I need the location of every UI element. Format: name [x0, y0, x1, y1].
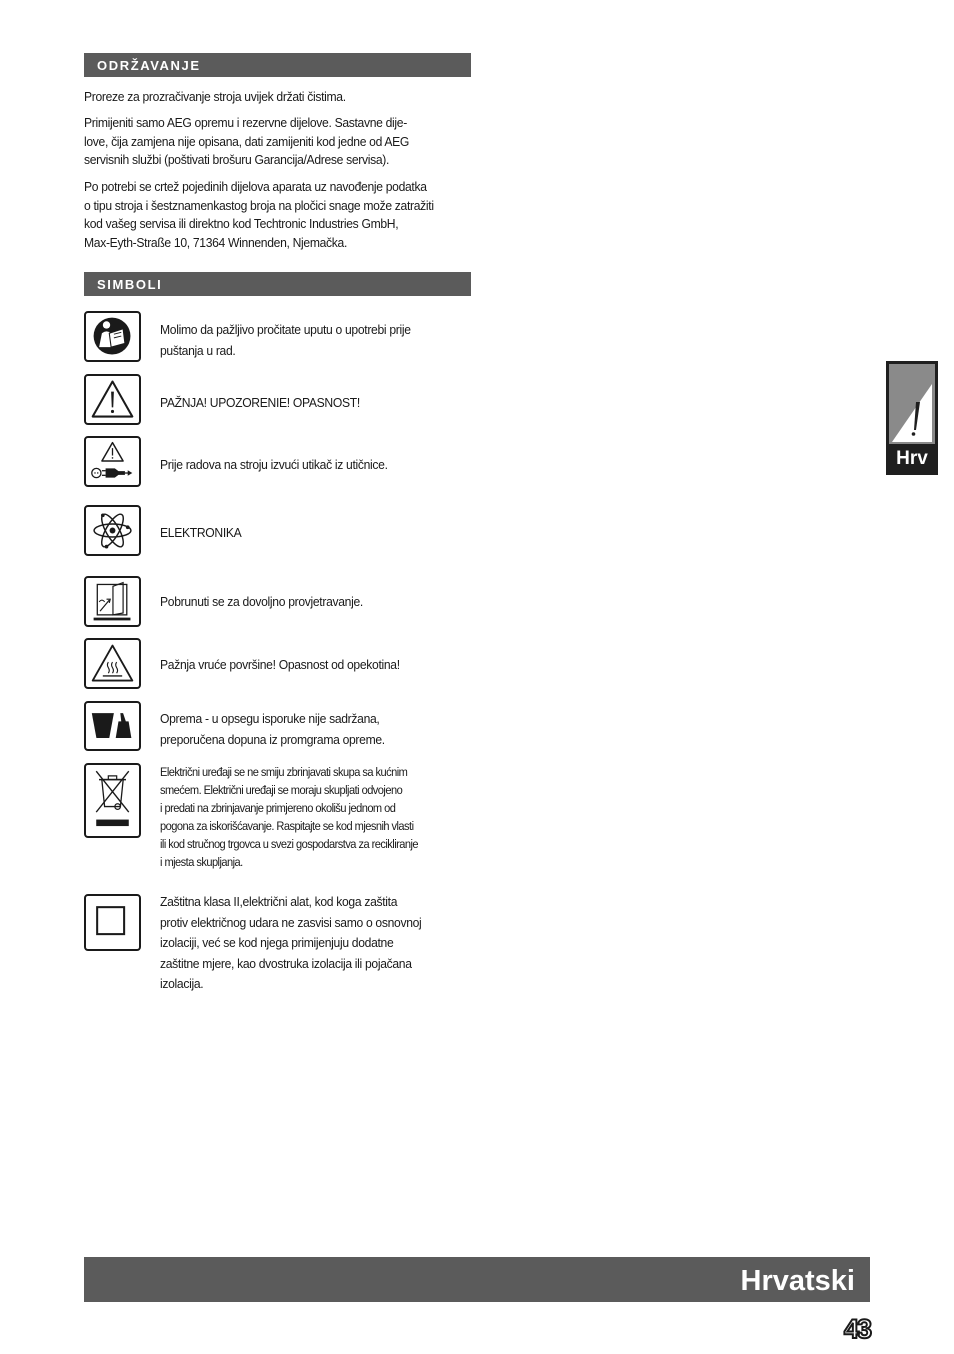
footer-language-bar [84, 1257, 870, 1302]
symbol-description: Molimo da pažljivo pročitate uputu o upotrebi prije puštanja u rad. [160, 322, 411, 358]
symbol-description: PAŽNJA! UPOZORENIE! OPASNOST! [160, 395, 360, 410]
unplug-icon [84, 436, 141, 487]
maintenance-paragraph: Primijeniti samo AEG opremu i rezervne dijelove. Sastavne dije- love, čija zamjena nije opisana, dati zamijeniti kod jedne od AEG servisnih službi (poštivati brošuru Garancija/Adrese servisa). [84, 115, 410, 168]
symbol-description: Oprema - u opsegu isporuke nije sadržana, preporučena dopuna iz promgrama opreme. [160, 711, 385, 747]
read-manual-icon [84, 311, 141, 362]
ventilation-icon [84, 576, 141, 627]
weee-bin-icon [84, 763, 141, 838]
symbol-description: Pažnja vruće površine! Opasnost od opekotina! [160, 657, 400, 672]
warning-exclamation-icon [889, 364, 935, 444]
footer-language: Hrvatski [740, 1265, 855, 1297]
language-side-tab [886, 361, 938, 475]
accessory-icon [84, 701, 141, 751]
maintenance-paragraph: Proreze za prozračivanje stroja uvijek držati čistima. [84, 89, 346, 104]
maintenance-paragraph: Po potrebi se crtež pojedinih dijelova aparata uz navođenje podatka o tipu stroja i šestznamenkastog broja na pločici snage može zatražiti kod vašeg servisa ili direktno kod Techtronic Industries GmbH, Max-Eyth-Straße 10, 71364 Winnenden, Njemačka. [84, 179, 434, 250]
language-code: Hrv [896, 448, 928, 469]
symbol-description: Pobrunuti se za dovoljno provjetravanje. [160, 594, 363, 609]
warning-triangle-icon [84, 374, 141, 425]
symbol-description: Zaštitna klasa II,električni alat, kod koga zaštita protiv električnog udara ne zasvisi samo o osnovnoj izolaciji, već se kod njega primijenjuju dodatne zaštitne mjere, kao dvostruka izolacija ili pojačana izolacija. [160, 894, 422, 991]
symbol-description: ELEKTRONIKA [160, 525, 242, 540]
symbol-description: Prije radova na stroju izvući utikač iz utičnice. [160, 457, 388, 472]
symbol-description: Električni uređaji se ne smiju zbrinjavati skupa sa kućnim smećem. Električni uređaji se moraju skupljati odvojeno i predati na zbrinjavanje primjereno okolišu jednom od pogona za iskorišćavanje. Raspitajte se kod mjesnih vlasti ili kod stručnog trgovca u svezi gospodarstva za recikliranje i mjesta skupljanja. [160, 765, 419, 869]
page-number: 43 [843, 1314, 870, 1344]
hot-surface-icon [84, 638, 141, 689]
electronics-atom-icon [84, 505, 141, 556]
section-heading-symbols: SIMBOLI [84, 272, 471, 296]
class-ii-icon [84, 894, 141, 951]
section-heading-maintenance: ODRŽAVANJE [84, 53, 471, 77]
